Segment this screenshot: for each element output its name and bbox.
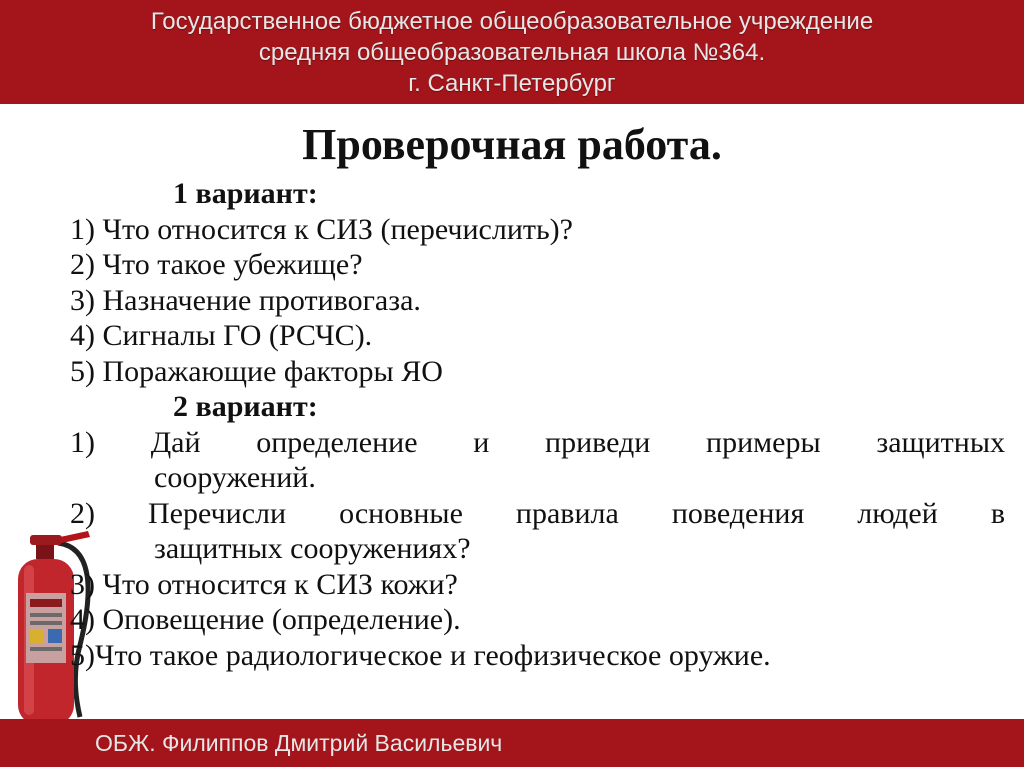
header-line-3: г. Санкт-Петербург (408, 70, 616, 97)
variant-1-item-4: 4) Сигналы ГО (РСЧС). (70, 319, 373, 352)
questions-body (70, 176, 1005, 673)
variant-2-item-2-line-2: защитных сооружениях? (154, 532, 471, 565)
header-banner (0, 0, 1024, 104)
variant-2-item-5: 5)Что такое радиологическое и геофизическое оружие. (70, 638, 771, 672)
variant-2-item-4: 4) Оповещение (определение). (70, 603, 461, 636)
variant-2-item-2-line-1: 2) Перечисли основные правила поведения людей в (70, 496, 1005, 530)
variant-1-item-2: 2) Что такое убежище? (70, 248, 363, 281)
page-title: Проверочная работа. (302, 120, 722, 169)
header-line-1: Государственное бюджетное общеобразовательное учреждение (150, 8, 874, 35)
footer-author: ОБЖ. Филиппов Дмитрий Васильевич (95, 730, 503, 756)
variant-1-item-5: 5) Поражающие факторы ЯО (70, 354, 443, 388)
variant-1-item-1: 1) Что относится к СИЗ (перечислить)? (70, 212, 573, 246)
variant-2-heading: 2 вариант: (173, 390, 318, 423)
variant-2-item-3: 3) Что относится к СИЗ кожи? (70, 567, 458, 601)
footer-banner (0, 719, 1024, 767)
variant-1-item-3: 3) Назначение противогаза. (70, 283, 421, 317)
header-line-2: средняя общеобразовательная школа №364. (258, 39, 766, 66)
variant-2-item-1-line-2: сооружений. (154, 461, 316, 494)
variant-2-item-1-line-1: 1) Дай определение и приведи примеры защитных (70, 425, 1005, 459)
variant-1-heading: 1 вариант: (173, 177, 318, 210)
